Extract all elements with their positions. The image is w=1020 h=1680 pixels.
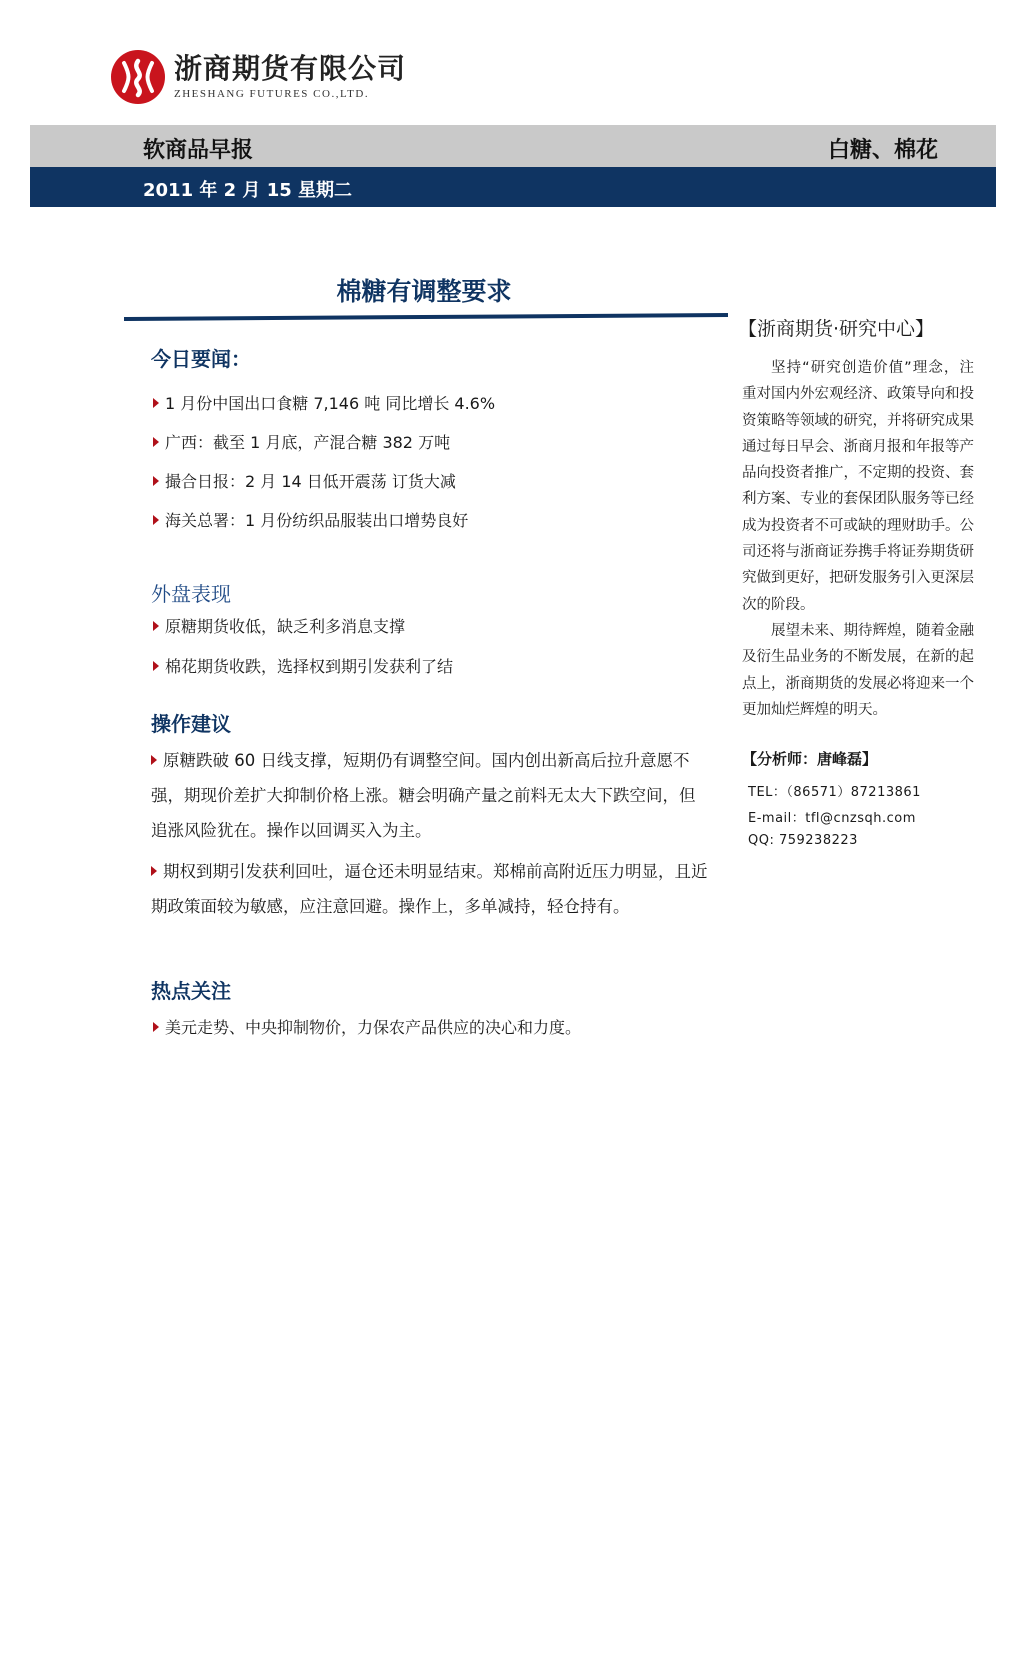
- bullet-arrow-icon: [151, 866, 157, 876]
- bullet-arrow-icon: [153, 621, 159, 631]
- advice-paragraph: 原糖跌破 60 日线支撑，短期仍有调整空间。国内创出新高后拉升意愿不强，期现价差扩大抑制价格上涨。糖会明确产量之前料无太大下跌空间，但追涨风险犹在。操作以回调买入为主。: [151, 751, 696, 840]
- header-band: [30, 125, 996, 167]
- sidebar-paragraph: 坚持“研究创造价值”理念，注重对国内外宏观经济、政策导向和投资策略等领域的研究，并将研究成果通过每日早会、浙商月报和年报等产品向投资者推广，不定期的投资、套利方案、专业的套保团队服务等已经成为投资者不可或缺的理财助手。公司还将与浙商证券携手将证券期货研究做到更好，把研发服务引入更深层次的阶段。: [742, 360, 974, 613]
- company-name-en: ZHESHANG FUTURES CO.,LTD.: [174, 88, 370, 100]
- title-divider: [124, 313, 728, 321]
- news-item: 海关总署：1 月份纺织品服装出口增势良好: [153, 508, 468, 531]
- analyst-tel: TEL：（86571）87213861: [748, 785, 921, 800]
- sidebar-paragraph: 展望未来、期待辉煌，随着金融及衍生品业务的不断发展，在新的起点上，浙商期货的发展必将迎来一个更加灿烂辉煌的明天。: [742, 622, 974, 718]
- overseas-heading: 外盘表现: [151, 582, 231, 606]
- research-center-description: [742, 355, 974, 723]
- page-title: 棉糖有调整要求: [336, 277, 512, 306]
- commodities-label: 白糖、棉花: [827, 138, 938, 163]
- company-logo: [110, 47, 406, 107]
- date-band: [30, 167, 996, 207]
- bullet-arrow-icon: [153, 437, 159, 447]
- advice-paragraph: 期权到期引发获利回吐，逼仓还未明显结束。郑棉前高附近压力明显，且近期政策面较为敏感，应注意回避。操作上，多单减持，轻仓持有。: [151, 862, 708, 916]
- bullet-arrow-icon: [153, 661, 159, 671]
- advice-heading: 操作建议: [151, 712, 231, 736]
- research-center-heading: 【浙商期货·研究中心】: [738, 318, 935, 340]
- report-date: 2011 年 2 月 15 星期二: [143, 180, 353, 201]
- bullet-arrow-icon: [153, 515, 159, 525]
- focus-heading: 热点关注: [151, 979, 231, 1003]
- bullet-arrow-icon: [153, 1022, 159, 1032]
- bullet-arrow-icon: [153, 398, 159, 408]
- news-item: 撮合日报：2 月 14 日低开震荡 订货大减: [153, 469, 456, 492]
- zheshang-logo-icon: [110, 49, 166, 105]
- bullet-arrow-icon: [153, 476, 159, 486]
- news-item: 1 月份中国出口食糖 7,146 吨 同比增长 4.6%: [153, 391, 495, 414]
- analyst-qq: QQ: 759238223: [748, 833, 858, 848]
- news-heading: 今日要闻：: [151, 347, 251, 371]
- analyst-email[interactable]: E-mail：tfl@cnzsqh.com: [748, 811, 916, 826]
- analyst-name: 【分析师：唐峰磊】: [742, 750, 878, 768]
- overseas-item: 原糖期货收低，缺乏利多消息支撑: [153, 614, 405, 637]
- company-name-cn: 浙商期货有限公司: [174, 52, 407, 85]
- news-item: 广西：截至 1 月底，产混合糖 382 万吨: [153, 430, 450, 453]
- overseas-item: 棉花期货收跌，选择权到期引发获利了结: [153, 654, 453, 677]
- bullet-arrow-icon: [151, 755, 157, 765]
- report-type: 软商品早报: [143, 138, 254, 163]
- focus-item: 美元走势、中央抑制物价，力保农产品供应的决心和力度。: [153, 1015, 581, 1038]
